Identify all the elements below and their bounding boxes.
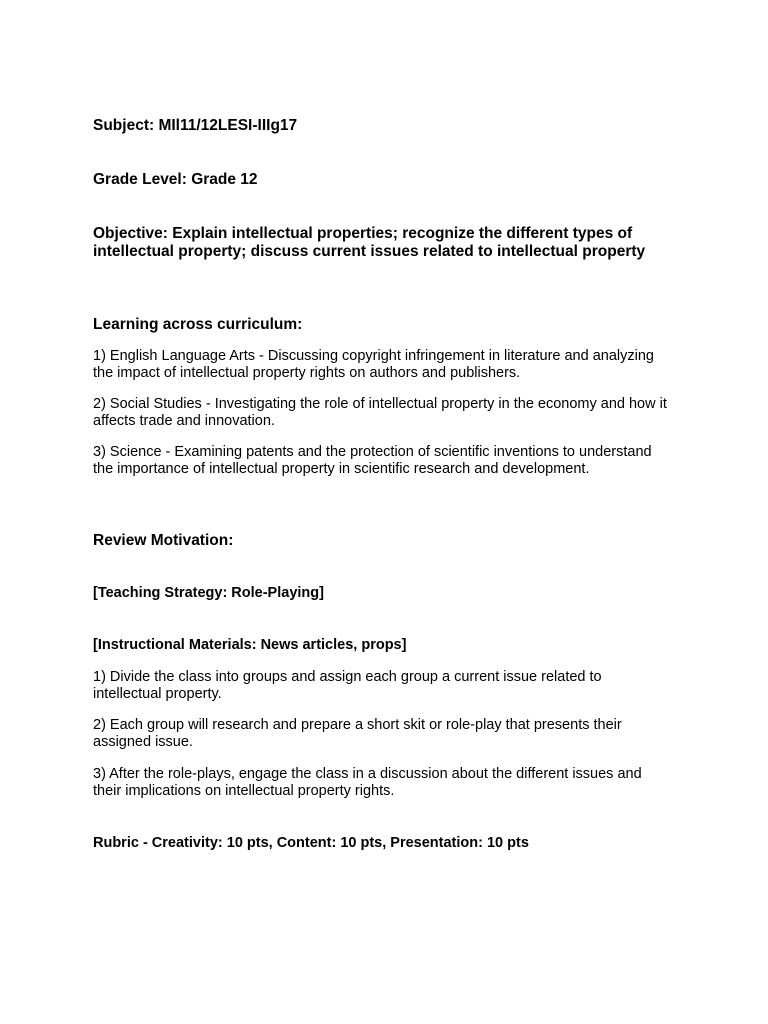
rubric-line: Rubric - Creativity: 10 pts, Content: 10 pts, Presentation: 10 pts	[93, 835, 529, 851]
learning-item: 3) Science - Examining patents and the protection of scientific inventions to understand the importance of intellectual property in scientific research and development.	[93, 444, 652, 477]
learning-item: 1) English Language Arts - Discussing copyright infringement in literature and analyzing the impact of intellectual property rights on authors and publishers.	[93, 348, 654, 381]
subject-line: Subject: MIl11/12LESI-IIIg17	[93, 117, 298, 134]
activity-item: 3) After the role-plays, engage the class in a discussion about the different issues and their implications on intellectual property rights.	[93, 766, 642, 799]
review-heading: Review Motivation:	[93, 532, 234, 549]
learning-item: 2) Social Studies - Investigating the role of intellectual property in the economy and how it affects trade and innovation.	[93, 396, 667, 429]
activity-item: 2) Each group will research and prepare a short skit or role-play that presents their assigned issue.	[93, 717, 622, 750]
learning-heading: Learning across curriculum:	[93, 316, 303, 333]
activity-item: 1) Divide the class into groups and assign each group a current issue related to intellectual property.	[93, 669, 602, 702]
grade-level-line: Grade Level: Grade 12	[93, 171, 258, 188]
instructional-materials-line: [Instructional Materials: News articles, props]	[93, 637, 407, 653]
teaching-strategy-line: [Teaching Strategy: Role-Playing]	[93, 585, 324, 601]
objective-paragraph: Objective: Explain intellectual properties; recognize the different types of intellectual property; discuss current issues related to intellectual property	[93, 225, 646, 260]
